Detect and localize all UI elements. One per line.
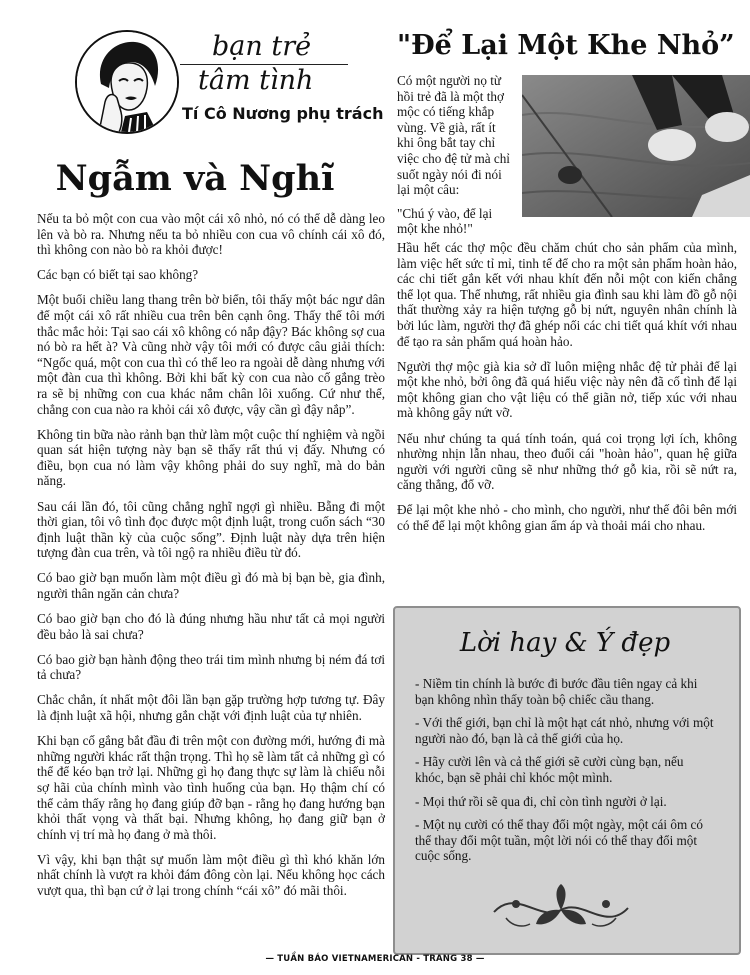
intro-line: mộc có tiếng khắp xyxy=(397,104,495,120)
right-article-intro xyxy=(397,73,515,237)
quote-item: - Mọi thứ rồi sẽ qua đi, chỉ còn tình người ở lại. xyxy=(415,793,667,809)
left-paragraph: Chắc chắn, ít nhất một đôi lần bạn gặp trường hợp tương tự. Đây là định luật xã hội, nhưng gắn chặt với định luật của tự nhiên. xyxy=(37,692,385,724)
quote-box-heading: Lời hay & Ý đẹp xyxy=(459,628,671,658)
intro-line: suốt ngày nói đi nói xyxy=(397,166,502,182)
intro-line: Có một người nọ từ xyxy=(397,73,502,88)
right-paragraph: Nếu như chúng ta quá tính toán, quá coi trọng lợi ích, không nhường nhịn lẫn nhau, theo đuổi cái "hoàn hảo", quan hệ giữa người với người cũng sẽ như những thớ gỗ kia, rồi sẽ nứt ra, căng thẳng, đổ vỡ. xyxy=(397,430,737,493)
left-article-headline: Ngẫm và Nghĩ xyxy=(55,158,335,199)
column-title-line2: tâm tình xyxy=(198,65,314,96)
intro-line: việc cho đệ tử mà chỉ xyxy=(397,150,510,166)
quote-item: - Hãy cười lên và cả thế giới sẽ cười cùng bạn, nếu khóc, bạn sẽ phải chỉ khóc một mình. xyxy=(415,754,684,785)
right-paragraph: Để lại một khe nhỏ - cho mình, cho người, như thế đôi bên mới có thể để lại một không gian ấm áp và thoải mái cho nhau. xyxy=(397,502,737,533)
left-paragraph: Có bao giờ bạn hành động theo trái tim mình nhưng bị ném đá tơi tả chưa? xyxy=(37,651,385,683)
left-paragraph: Vì vậy, khi bạn thật sự muốn làm một điều gì thì khó khăn lớn nhất chính là vượt ra khỏi đám đông còn lại. Nếu không học cách vượt qua, thì bạn cứ ở lại trong chính “cái xô” đó mãi thôi. xyxy=(37,851,385,898)
left-paragraph: Có bao giờ bạn muốn làm một điều gì đó mà bị bạn bè, gia đình, người thân ngăn cản chưa? xyxy=(37,570,385,601)
column-title-line1: bạn trẻ xyxy=(212,31,312,62)
woman-portrait-icon xyxy=(77,32,177,132)
intro-line: vùng. Về già, rất ít xyxy=(397,119,496,135)
left-paragraph: Sau cái lần đó, tôi cũng chẳng nghĩ ngợi gì nhiều. Bẵng đi một thời gian, tôi vô tình đọc được một định luật, trong cuốn sách “30 định luật thần kỳ của cuộc sống”. Định luật này dựa trên hiện tượng đàn cua trên, và tôi ngộ ra nhiều điều từ đó. xyxy=(37,498,385,561)
left-paragraph: Một buổi chiều lang thang trên bờ biển, tôi thấy một bác ngư dân để một cái xô rất nhiều cua trên bên cạnh ông. Thấy thế tôi mới thắc mắc hỏi: Tại sao cái xô không có nắp đậy? Bác không sợ cua nó bò ra hết à? Và cũng nhờ vậy tôi mới có được câu giải thích: “Ngốc quá, một con cua thì có thể leo ra ngoài dễ dàng nhưng với một đàn cua thì không. Bởi khi bất kỳ con cua nào cố gắng trèo ra sẽ bị những con cua khác nắm chân lôi xuống. Cứ như thế, chẳng con cua nào ra khỏi cái xô được, vậy cần gì đậy nắp”. xyxy=(37,292,385,417)
intro-line: lại một câu: xyxy=(397,182,460,198)
column-editor: Tí Cô Nương phụ trách xyxy=(182,104,384,123)
left-paragraph: Các bạn có biết tại sao không? xyxy=(37,267,199,283)
intro-line: khi ông bắt tay chỉ xyxy=(397,135,496,151)
floral-ornament-icon xyxy=(486,882,636,938)
carpenter-photo xyxy=(522,75,750,217)
quote-item: - Với thế giới, bạn chỉ là một hạt cát nhỏ, nhưng với một người nào đó, bạn là cả thế giới của họ. xyxy=(415,715,714,746)
quote-item: - Một nụ cười có thể thay đổi một ngày, một cái ôm có thể thay đổi một tuần, một lời nói có thể thay đổi một cuộc sống. xyxy=(415,817,703,864)
right-article-headline: "Để Lại Một Khe Nhỏ” xyxy=(397,30,735,61)
left-paragraph: Không tin bữa nào rảnh bạn thử làm một cuộc thí nghiệm và ngồi quan sát hiện tượng này bạn sẽ thấy rất thú vị đấy. Nhưng có điều, bọn cua nó làm vậy không phải do suy nghĩ, mà do bản năng. xyxy=(37,426,385,489)
quote-list xyxy=(415,676,715,872)
right-article-body xyxy=(397,240,737,543)
left-paragraph: Nếu ta bỏ một con cua vào một cái xô nhỏ, nó có thể dễ dàng leo lên và bò ra. Nhưng nếu ta bỏ nhiều con cua vô chính cái xô đó, thì không con nào bò ra khỏi được! xyxy=(37,211,385,258)
carpenter-quote: "Chú ý vào, để lại một khe nhỏ!" xyxy=(397,205,493,237)
right-paragraph: Hầu hết các thợ mộc đều chăm chút cho sản phẩm của mình, làm việc hết sức tỉ mỉ, tinh tế để cho ra một sản phẩm hoàn hảo, các chi tiết gắn kết với nhau khít đến nỗi một con kiến chẳng thể lọt qua. Thế nhưng, rất nhiều gia đình sau khi làm đồ gỗ nội thất thường xảy ra hiện tượng gỗ bị nứt, nguyên nhân chính là bởi lúc làm, người thợ đã ghép nối các chi tiết quá khít với nhau để tạo ra sản phẩm quá hoàn hảo. xyxy=(397,240,737,349)
column-logo xyxy=(75,30,179,134)
intro-line: hồi trẻ đã là một thợ xyxy=(397,88,504,104)
carpenter-hands-icon xyxy=(522,75,750,217)
left-paragraph: Khi bạn cố gắng bắt đầu đi trên một con đường mới, hướng đi mà những người khác rất thận trọng. Thì họ sẽ làm tất cả những gì có thể để kéo bạn trở lại. Những gì họ đang thực sự làm là chiếu nỗi sợ hãi của chính mình vào tình huống của bạn. Họ thậm chí có thể cảm thấy rằng họ đang giúp đỡ bạn - rằng họ đang hướng bạn khỏi thất vọng và thất bại. Nhưng không, họ đang giữ bạn ở chính vị trí mà họ đang ở mà thôi. xyxy=(37,733,385,842)
page-footer: — TUẦN BÁO VIETNAMERICAN - TRANG 38 — xyxy=(265,954,485,964)
left-paragraph: Có bao giờ bạn cho đó là đúng nhưng hầu như tất cả mọi người đều bảo là sai chưa? xyxy=(37,611,385,642)
left-article-body xyxy=(37,211,385,908)
right-paragraph: Người thợ mộc già kia sở dĩ luôn miệng nhắc đệ tử phải để lại một khe nhỏ, bởi ông đã quá hiểu việc này nên đã cố tình để lại một không gian cho vật liệu có thể giãn nở, tiếp xúc với nhau mà không gây nứt vỡ. xyxy=(397,358,737,421)
quote-item: - Niềm tin chính là bước đi bước đầu tiên ngay cả khi bạn không nhìn thấy toàn bộ chiếc cầu thang. xyxy=(415,676,698,707)
